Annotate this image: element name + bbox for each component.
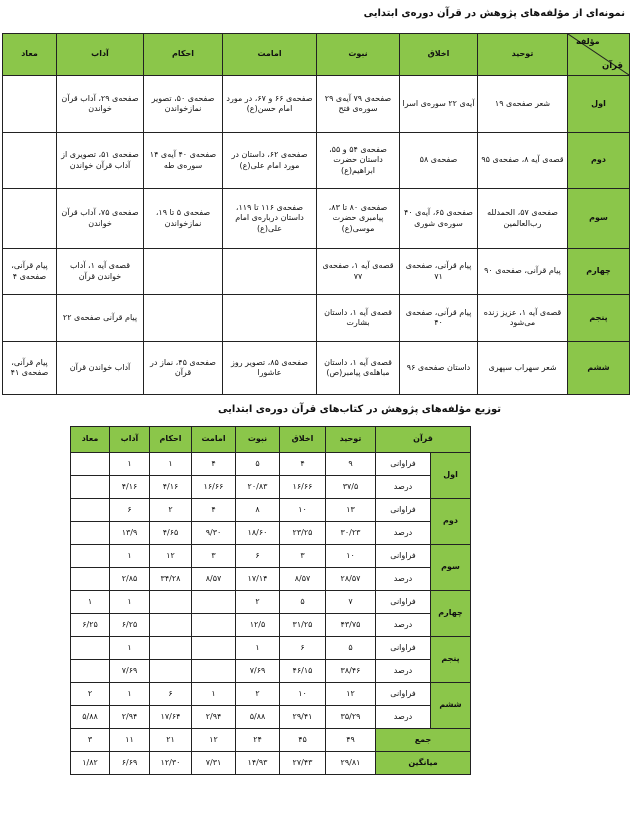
column-header: توحید	[326, 427, 376, 453]
frequency-cell	[150, 591, 192, 614]
percent-cell	[192, 660, 236, 683]
corner-component-label: مؤلفه	[576, 37, 600, 46]
frequency-cell: ۶	[110, 499, 150, 522]
frequency-cell: ۲	[150, 499, 192, 522]
column-header: آداب	[57, 34, 144, 76]
table-cell	[144, 295, 223, 342]
table-row	[71, 545, 471, 568]
table-cell: صفحه‌ی ۷۹ آیه‌ی ۲۹ سوره‌ی فتح	[317, 76, 400, 133]
table-cell: قصه‌ی آیه ۱، آداب خواندن قرآن	[57, 249, 144, 295]
table-cell: صفحه‌ی ۸۵، تصویر روز عاشورا	[223, 342, 317, 395]
table-cell: پیام قرآنی، صفحه‌ی ۴	[3, 249, 57, 295]
table-row	[3, 249, 630, 295]
table-row	[3, 342, 630, 395]
table-cell: صفحه‌ی ۱۱۶ تا ۱۱۹، داستان درباره‌ی امام علی(ع)	[223, 189, 317, 249]
table-cell: آداب خواندن قرآن	[57, 342, 144, 395]
percent-cell: ۷/۶۹	[236, 660, 280, 683]
table-cell: صفحه‌ی ۶۵، آیه‌ی ۴۰ سوره‌ی شوری	[400, 189, 478, 249]
frequency-cell: ۱۳	[326, 499, 376, 522]
table-row	[71, 453, 471, 476]
percent-cell: ۸/۵۷	[192, 568, 236, 591]
table-cell: صفحه‌ی ۴۰ آیه‌ی ۱۴ سوره‌ی طه	[144, 133, 223, 189]
average-label: میانگین	[376, 752, 471, 775]
average-cell: ۱۴/۹۳	[236, 752, 280, 775]
percent-cell: ۳۸/۴۶	[326, 660, 376, 683]
frequency-cell	[71, 545, 110, 568]
table1-title: نمونه‌ای از مؤلفه‌های پژوهش در قرآن دوره‌ی ابتدایی	[363, 8, 625, 19]
frequency-cell	[71, 499, 110, 522]
percent-cell: ۱۷/۱۴	[236, 568, 280, 591]
frequency-cell: ۱	[110, 683, 150, 706]
table-cell: صفحه‌ی ۵۴ و ۵۵، داستان حضرت ابراهیم(ع)	[317, 133, 400, 189]
percent-cell: ۲۰/۸۳	[236, 476, 280, 499]
column-header: احکام	[150, 427, 192, 453]
measure-label: درصد	[376, 476, 431, 499]
table-row	[3, 189, 630, 249]
percent-cell	[71, 568, 110, 591]
table-cell: قصه‌ی آیه ۱، داستان مباهله‌ی پیامبر(ص)	[317, 342, 400, 395]
grade-label: اول	[568, 76, 630, 133]
frequency-cell: ۲	[236, 591, 280, 614]
column-header: آداب	[110, 427, 150, 453]
percent-cell: ۱۶/۶۶	[192, 476, 236, 499]
average-row	[71, 752, 471, 775]
table-cell	[3, 295, 57, 342]
table-row	[71, 591, 471, 614]
components-examples-table	[2, 33, 630, 395]
table-cell: صفحه‌ی ۴۵، نماز در قرآن	[144, 342, 223, 395]
frequency-cell: ۱	[110, 453, 150, 476]
measure-label: فراوانی	[376, 545, 431, 568]
frequency-cell: ۷	[326, 591, 376, 614]
table-cell: صفحه‌ی ۵۱، تصویری از آداب قرآن خواندن	[57, 133, 144, 189]
frequency-cell: ۴	[192, 499, 236, 522]
table-cell: صفحه‌ی ۵۸	[400, 133, 478, 189]
grade-label: پنجم	[431, 637, 471, 683]
percent-cell: ۴/۶۵	[150, 522, 192, 545]
frequency-cell: ۱	[110, 545, 150, 568]
table-row	[71, 683, 471, 706]
frequency-cell: ۵	[280, 591, 326, 614]
table-cell: صفحه‌ی ۶۲، داستان در مورد امام علی(ع)	[223, 133, 317, 189]
frequency-cell: ۱۲	[150, 545, 192, 568]
percent-cell: ۱۸/۶۰	[236, 522, 280, 545]
percent-cell: ۳۷/۵	[326, 476, 376, 499]
table-cell: شعر سهراب سپهری	[478, 342, 568, 395]
grade-label: اول	[431, 453, 471, 499]
measure-label: فراوانی	[376, 499, 431, 522]
table-cell	[223, 249, 317, 295]
frequency-cell: ۸	[236, 499, 280, 522]
column-header: نبوت	[317, 34, 400, 76]
table-cell	[223, 295, 317, 342]
percent-cell	[71, 522, 110, 545]
column-header: اخلاق	[400, 34, 478, 76]
table-cell: صفحه‌ی ۵ تا ۱۹، نمازخواندن	[144, 189, 223, 249]
grade-label: پنجم	[568, 295, 630, 342]
table-cell: شعر صفحه‌ی ۱۹	[478, 76, 568, 133]
column-header: معاد	[71, 427, 110, 453]
frequency-cell: ۲	[236, 683, 280, 706]
column-header: اخلاق	[280, 427, 326, 453]
percent-cell: ۴/۱۶	[110, 476, 150, 499]
grade-label: ششم	[568, 342, 630, 395]
percent-cell: ۷/۶۹	[110, 660, 150, 683]
percent-cell: ۹/۳۰	[192, 522, 236, 545]
grade-label: ششم	[431, 683, 471, 729]
frequency-cell: ۴	[192, 453, 236, 476]
table-row	[71, 522, 471, 545]
frequency-cell: ۶	[150, 683, 192, 706]
frequency-cell	[71, 453, 110, 476]
frequency-cell	[192, 637, 236, 660]
percent-cell: ۱۳/۹	[110, 522, 150, 545]
frequency-cell: ۱۰	[280, 683, 326, 706]
frequency-cell: ۳	[192, 545, 236, 568]
percent-cell: ۲۹/۴۱	[280, 706, 326, 729]
measure-label: فراوانی	[376, 637, 431, 660]
percent-cell	[192, 614, 236, 637]
frequency-cell: ۱	[192, 683, 236, 706]
table-cell: داستان صفحه‌ی ۹۶	[400, 342, 478, 395]
frequency-cell: ۱	[71, 591, 110, 614]
table-cell: قصه‌ی آیه ۱، صفحه‌ی ۷۷	[317, 249, 400, 295]
percent-cell: ۴/۱۶	[150, 476, 192, 499]
table-row	[3, 295, 630, 342]
total-cell: ۴۹	[326, 729, 376, 752]
grade-label: دوم	[568, 133, 630, 189]
total-label: جمع	[376, 729, 471, 752]
average-cell: ۲۹/۸۱	[326, 752, 376, 775]
table-cell: پیام قرآنی صفحه‌ی ۲۲	[57, 295, 144, 342]
frequency-cell	[192, 591, 236, 614]
percent-cell: ۲۳/۲۵	[280, 522, 326, 545]
column-header: امامت	[223, 34, 317, 76]
table-row	[71, 499, 471, 522]
table-row	[71, 476, 471, 499]
table-row	[71, 637, 471, 660]
total-cell: ۱۲	[192, 729, 236, 752]
column-header: امامت	[192, 427, 236, 453]
total-cell: ۲۴	[236, 729, 280, 752]
measure-label: فراوانی	[376, 453, 431, 476]
measure-label: درصد	[376, 568, 431, 591]
percent-cell: ۳۵/۲۹	[326, 706, 376, 729]
percent-cell: ۲/۹۴	[192, 706, 236, 729]
table-cell	[3, 76, 57, 133]
grade-label: چهارم	[568, 249, 630, 295]
grade-label: سوم	[568, 189, 630, 249]
percent-cell: ۴۳/۷۵	[326, 614, 376, 637]
corner-header: قرآن	[376, 427, 471, 453]
grade-label: سوم	[431, 545, 471, 591]
table-cell: صفحه‌ی ۶۶ و ۶۷، در مورد امام حسن(ع)	[223, 76, 317, 133]
percent-cell: ۶/۲۵	[71, 614, 110, 637]
total-cell: ۲۱	[150, 729, 192, 752]
table-cell: قصه‌ی آیه ۸، صفحه‌ی ۹۵	[478, 133, 568, 189]
measure-label: فراوانی	[376, 683, 431, 706]
percent-cell: ۲۸/۵۷	[326, 568, 376, 591]
total-cell: ۳	[71, 729, 110, 752]
frequency-cell: ۱	[110, 637, 150, 660]
percent-cell	[150, 660, 192, 683]
percent-cell: ۱۲/۵	[236, 614, 280, 637]
percent-cell: ۵/۸۸	[236, 706, 280, 729]
corner-header	[568, 34, 630, 76]
table-row	[71, 568, 471, 591]
table-cell: پیام قرآنی، صفحه‌ی ۹۰	[478, 249, 568, 295]
table-cell: پیام قرآنی، صفحه‌ی ۷۱	[400, 249, 478, 295]
total-cell: ۴۵	[280, 729, 326, 752]
percent-cell: ۵/۸۸	[71, 706, 110, 729]
frequency-cell: ۵	[236, 453, 280, 476]
percent-cell	[71, 660, 110, 683]
table-row	[3, 133, 630, 189]
measure-label: درصد	[376, 614, 431, 637]
average-cell: ۱۲/۳۰	[150, 752, 192, 775]
total-cell: ۱۱	[110, 729, 150, 752]
table-cell: قصه‌ی آیه ۱، عزیز زنده می‌شود	[478, 295, 568, 342]
table-cell	[3, 189, 57, 249]
measure-label: درصد	[376, 706, 431, 729]
percent-cell: ۲/۹۴	[110, 706, 150, 729]
table-row	[71, 614, 471, 637]
measure-label: فراوانی	[376, 591, 431, 614]
percent-cell: ۲/۸۵	[110, 568, 150, 591]
table-cell	[3, 133, 57, 189]
frequency-cell	[71, 637, 110, 660]
percent-cell: ۸/۵۷	[280, 568, 326, 591]
percent-cell: ۱۶/۶۶	[280, 476, 326, 499]
total-row	[71, 729, 471, 752]
table-cell: صفحه‌ی ۲۹، آداب قرآن خواندن	[57, 76, 144, 133]
table-row	[71, 660, 471, 683]
frequency-cell: ۱۲	[326, 683, 376, 706]
frequency-cell	[150, 637, 192, 660]
frequency-cell: ۶	[280, 637, 326, 660]
percent-cell: ۴۶/۱۵	[280, 660, 326, 683]
frequency-cell: ۱	[150, 453, 192, 476]
frequency-cell: ۱	[110, 591, 150, 614]
grade-label: دوم	[431, 499, 471, 545]
column-header: نبوت	[236, 427, 280, 453]
frequency-cell: ۶	[236, 545, 280, 568]
column-header: معاد	[3, 34, 57, 76]
table-row	[71, 706, 471, 729]
table-cell: پیام قرآنی، صفحه‌ی ۴۰	[400, 295, 478, 342]
percent-cell: ۳۰/۲۳	[326, 522, 376, 545]
average-cell: ۲۷/۴۳	[280, 752, 326, 775]
frequency-cell: ۴	[280, 453, 326, 476]
average-cell: ۱/۸۲	[71, 752, 110, 775]
column-header: توحید	[478, 34, 568, 76]
grade-label: چهارم	[431, 591, 471, 637]
frequency-cell: ۵	[326, 637, 376, 660]
corner-quran-label: قرآن	[601, 60, 623, 71]
components-distribution-table	[70, 426, 471, 775]
table-cell: صفحه‌ی ۷۵، آداب قرآن خواندن	[57, 189, 144, 249]
percent-cell: ۳۱/۲۵	[280, 614, 326, 637]
percent-cell: ۶/۲۵	[110, 614, 150, 637]
table-row	[3, 76, 630, 133]
average-cell: ۷/۳۱	[192, 752, 236, 775]
frequency-cell: ۹	[326, 453, 376, 476]
frequency-cell: ۱۰	[326, 545, 376, 568]
percent-cell	[71, 476, 110, 499]
table-cell	[144, 249, 223, 295]
frequency-cell: ۳	[280, 545, 326, 568]
frequency-cell: ۱۰	[280, 499, 326, 522]
measure-label: درصد	[376, 660, 431, 683]
frequency-cell: ۲	[71, 683, 110, 706]
table-cell: صفحه‌ی ۸۰ تا ۸۳، پیامبری حضرت موسی(ع)	[317, 189, 400, 249]
table-cell: آیه‌ی ۲۲ سوره‌ی اسرا	[400, 76, 478, 133]
table-cell: قصه‌ی آیه ۱، داستان بشارت	[317, 295, 400, 342]
percent-cell: ۳۴/۲۸	[150, 568, 192, 591]
frequency-cell: ۱	[236, 637, 280, 660]
percent-cell: ۱۷/۶۴	[150, 706, 192, 729]
column-header: احکام	[144, 34, 223, 76]
table-cell: صفحه‌ی ۵۷، الحمدلله رب‌العالمین	[478, 189, 568, 249]
percent-cell	[150, 614, 192, 637]
average-cell: ۶/۶۹	[110, 752, 150, 775]
table-cell: صفحه‌ی ۵۰، تصویر نمازخواندن	[144, 76, 223, 133]
table-cell: پیام قرآنی، صفحه‌ی ۴۱	[3, 342, 57, 395]
table2-title: توزیع مؤلفه‌های پژوهش در کتاب‌های قرآن دوره‌ی ابتدایی	[217, 404, 501, 415]
measure-label: درصد	[376, 522, 431, 545]
